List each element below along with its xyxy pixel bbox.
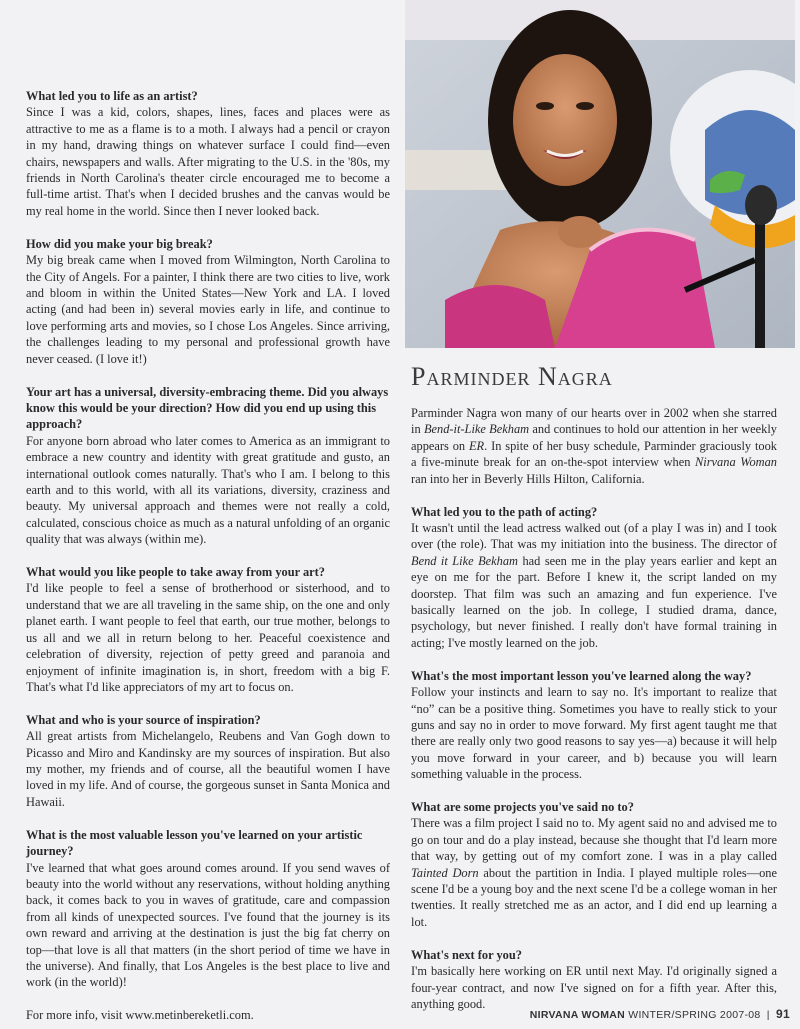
- question: Your art has a universal, diversity-embracing theme. Did you always know this would be your direction? How did you end up using this approach?: [26, 384, 389, 432]
- answer: [411, 520, 777, 651]
- qa-block: [411, 799, 777, 930]
- answer: I've learned that what goes around comes around. If you send waves of beauty into the world without any reservations, without holding anything back, it comes back to you in waves of gratitude, care and compassion from all kinds of unexpected sources. I've found that the journey is its own reward and arriving at the destination is just the big fat cherry on top—that love is all that matters (in the short period of time we have in the universe). And finally, that Los Angeles is the best place to live and work (in the world)!: [26, 860, 390, 990]
- answer: My big break came when I moved from Wilmington, North Carolina to the City of Angels. For a painter, I think there are two cities to live, work and bloom in within the United States—New York and LA. I loved acting (and had been in) several movies early in life, and continue to love performing arts and movies, so I chose Los Angeles. Since arriving, the challenges leading to my personal and professional growth have never ceased. (I love it!): [26, 253, 390, 366]
- magazine-title: Nirvana Woman: [695, 455, 777, 470]
- qa-block: [26, 236, 390, 367]
- show-title: ER: [468, 438, 485, 453]
- qa-block: [26, 827, 390, 991]
- question: What are some projects you've said no to?: [411, 800, 634, 815]
- qa-block: [26, 712, 390, 810]
- page-number: 91: [776, 1007, 790, 1021]
- answer: Since I was a kid, colors, shapes, lines, faces and places were as attractive to me as a flame is to a moth. I always had a pencil or crayon in my hand, drawing things on whatever surface I could find—even chairs, newspapers and walls. After migrating to the U.S. in the '80s, my friends in North Carolina's theater circle encouraged me to become a full-time artist. That's when I decided brushes and the canvas would be my real home in the world. Since then I never looked back.: [26, 105, 390, 218]
- answer: All great artists from Michelangelo, Reubens and Van Gogh down to Picasso and Miro and Kandinsky are my sources of inspiration. But also my mother, my friends and of course, all the beautiful women I have loved in my life. And of course, the gorgeous sunset in Santa Monica and Hawaii.: [26, 729, 390, 809]
- artist-interview-column: [26, 88, 390, 1024]
- footer-issue: WINTER/SPRING 2007-08: [628, 1009, 761, 1021]
- qa-block: [411, 504, 777, 652]
- qa-block: [411, 947, 777, 1013]
- qa-block: [26, 88, 390, 219]
- question: What led you to life as an artist?: [26, 89, 198, 103]
- question: What is the most valuable lesson you've learned on your artistic journey?: [26, 827, 363, 859]
- intro-paragraph: [411, 405, 777, 487]
- answer: [411, 815, 777, 930]
- footer-separator: |: [766, 1009, 770, 1021]
- question: What led you to the path of acting?: [411, 504, 598, 519]
- answer: I'm basically here working on ER until next May. I'd originally signed a four-year contract, and now I've signed on for a fifth year. After this, anything good.: [411, 964, 777, 1011]
- question: What would you like people to take away from your art?: [26, 565, 325, 580]
- intro-text: Parminder Nagra won many of our hearts over in 2002 when she starred in: [411, 406, 777, 437]
- portrait-illustration: [405, 0, 795, 348]
- portrait-photo: [405, 0, 795, 348]
- intro-text: ran into her in Beverly Hills Hilton, California.: [411, 471, 645, 486]
- qa-block: [26, 564, 390, 695]
- profile-name-heading: Parminder Nagra: [411, 362, 613, 391]
- answer-text: about the partition in India. I played multiple roles—one scene I'd be a young boy and the next scene I'd be a college woman in her twenties. It really stretched me as an actor, and I did end up learning a lot.: [411, 865, 778, 929]
- qa-block: [411, 668, 777, 783]
- actor-interview-column: [411, 405, 777, 1029]
- footer-magazine: NIRVANA WOMAN: [529, 1009, 626, 1021]
- answer-text: There was a film project I said no to. My agent said no and advised me to go on tour and do a play instead, because she thought that I'd learn more that way, by getting out of my comfort zone. I was in a play called: [411, 816, 777, 864]
- qa-block: [26, 384, 390, 548]
- question: What's the most important lesson you've learned along the way?: [411, 668, 752, 683]
- film-title: Bend-it-Like Bekham: [423, 422, 530, 437]
- play-title: Tainted Dorn: [411, 865, 479, 880]
- question: What's next for you?: [411, 947, 522, 962]
- answer-text: had seen me in the play years earlier and kept an eye on me for the part. Before I knew it, the script landed on my doorstep. That film was such an amazing and fun experience. I've basically learned on the job. In college, I studied drama, dance, psychology, but never finished. I really don't have formal training in acting; I've mostly learned on the job.: [411, 553, 777, 650]
- answer: For anyone born abroad who later comes to America as an immigrant to embrace a new country and identity with great gratitude and gusto, an international outlook comes naturally. That's who I am. I belong to this earth and to this world, with all its variations, diversity, craziness and beauty. My universal approach and themes were not really a cold, calculated, conscious choice as much as a natural unfolding of an organic quality that was always (within me).: [26, 433, 390, 547]
- film-title: Bend it Like Bekham: [411, 553, 518, 568]
- answer-text: It wasn't until the lead actress walked out (of a play I was in) and I took over (the role). That was my initiation into the business. The director of: [411, 520, 777, 552]
- question: How did you make your big break?: [26, 236, 213, 251]
- intro-text: . In spite of her busy schedule, Parminder graciously took a five-minute break for an on-the-spot interview when: [411, 438, 777, 470]
- question: What and who is your source of inspiration?: [26, 712, 261, 727]
- answer: Follow your instincts and learn to say no. It's important to realize that “no” can be a positive thing. Sometimes you have to really stick to your guns and say no in order to move forward. My first agent taught me that there are really only two good reasons to say yes—a) because it will help you move forward in your career, and b) because you will learn something valuable in the process.: [411, 685, 777, 782]
- more-info-line: For more info, visit www.metinbereketli.com.: [26, 1008, 254, 1023]
- intro-text: and continues to hold our attention in her weekly appears on: [411, 422, 777, 453]
- answer: I'd like people to feel a sense of brotherhood or sisterhood, and to understand that we are all traveling in the same ship, on the one and only planet earth. I want people to feel that earth, our true mother, belongs to us all and we all in return belong to her. Peaceful coexistence and celebration of diversity, rejection of petty greed and paranoia and enjoyment of infinite imagination is, in short, freedom with a big F. That's what I'd like appreciators of my art to focus on.: [26, 581, 390, 694]
- page-footer: [530, 1007, 790, 1021]
